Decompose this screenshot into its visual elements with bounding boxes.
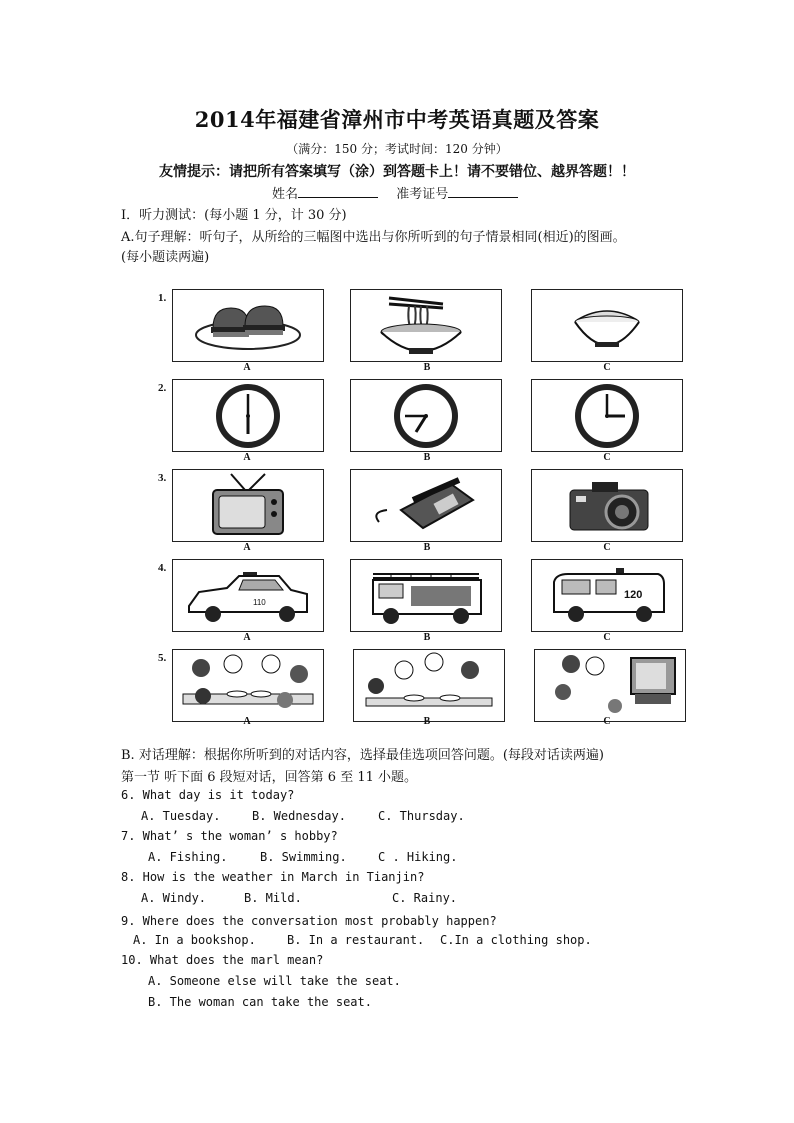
option-letter: B	[423, 716, 431, 727]
id-label: 准考证号	[396, 187, 449, 202]
option-letter: A	[243, 452, 251, 463]
rice-bowl-icon[interactable]	[531, 289, 683, 362]
noodles-icon[interactable]	[350, 289, 502, 362]
answer-option[interactable]: C . Hiking.	[378, 850, 458, 864]
answer-option[interactable]: C. Rainy.	[392, 891, 458, 905]
option-letter: C	[603, 542, 611, 553]
family-tv-icon[interactable]	[534, 649, 686, 722]
question-number: 4.	[158, 562, 167, 574]
question-number: 2.	[158, 382, 167, 394]
answer-option[interactable]: A. Tuesday.	[141, 809, 221, 823]
exam-info: （满分：150 分；考试时间：120 分钟）	[286, 142, 508, 156]
id-field[interactable]	[448, 184, 518, 198]
question: 7. What’ s the woman’ s hobby?	[121, 829, 338, 843]
ambulance-icon[interactable]	[531, 559, 683, 632]
name-row	[272, 183, 518, 202]
option-letter: C	[603, 452, 611, 463]
answer-option[interactable]: B. Swimming.	[260, 850, 347, 864]
answer-option[interactable]: B. Mild.	[244, 891, 302, 905]
clock-six-icon[interactable]	[172, 379, 324, 452]
camera-icon[interactable]	[531, 469, 683, 542]
answer-option[interactable]: A. In a bookshop.	[133, 933, 256, 947]
name-field[interactable]	[298, 184, 378, 198]
question: 6. What day is it today?	[121, 788, 295, 802]
question-number: 5.	[158, 652, 167, 664]
option-letter: A	[243, 632, 251, 643]
friendly-tip: 友情提示：请把所有答案填写（涂）到答题卡上！请不要错位、越界答题！！	[159, 164, 635, 180]
section-heading: Ⅰ．听力测试：(每小题 1 分，计 30 分)	[121, 208, 347, 223]
name-label: 姓名	[272, 187, 299, 202]
option-letter: A	[243, 362, 251, 373]
answer-option[interactable]: B. Wednesday.	[252, 809, 346, 823]
option-letter: C	[603, 632, 611, 643]
answer-option[interactable]: C.In a clothing shop.	[440, 933, 592, 947]
part-b-heading: B. 对话理解：根据你所听到的对话内容，选择最佳选项回答问题。(每段对话读两遍)	[121, 748, 604, 763]
friends-eating-icon[interactable]	[353, 649, 505, 722]
telephone-icon[interactable]	[350, 469, 502, 542]
answer-option[interactable]: C. Thursday.	[378, 809, 465, 823]
family-dinner-icon[interactable]	[172, 649, 324, 722]
part-a-note: (每小题读两遍)	[121, 250, 210, 265]
option-letter: B	[423, 362, 431, 373]
answer-option[interactable]: A. Someone else will take the seat.	[148, 974, 401, 988]
page-title: 2014年福建省漳州市中考英语真题及答案	[194, 107, 600, 132]
answer-option[interactable]: B. In a restaurant.	[287, 933, 425, 947]
question: 10. What does the marl mean?	[121, 953, 324, 967]
part-a-instruction: A.句子理解：听句子，从所给的三幅图中选出与你所听到的句子情景相同(相近)的图画。	[121, 230, 626, 245]
question-number: 3.	[158, 472, 167, 484]
fire-engine-icon[interactable]	[350, 559, 502, 632]
answer-option[interactable]: A. Windy.	[141, 891, 207, 905]
option-letter: B	[423, 452, 431, 463]
hamburgers-icon[interactable]	[172, 289, 324, 362]
ambulance-badge: 120	[624, 589, 643, 601]
television-icon[interactable]	[172, 469, 324, 542]
police-badge: 110	[253, 598, 266, 607]
question: 9. Where does the conversation most probably happen?	[121, 914, 497, 928]
option-letter: A	[243, 542, 251, 553]
clock-seven-icon[interactable]	[350, 379, 502, 452]
option-letter: C	[603, 362, 611, 373]
question-number: 1.	[158, 292, 167, 304]
clock-three-icon[interactable]	[531, 379, 683, 452]
answer-option[interactable]: A. Fishing.	[148, 850, 228, 864]
answer-option[interactable]: B. The woman can take the seat.	[148, 995, 372, 1009]
option-letter: C	[603, 716, 611, 727]
subsection-heading: 第一节 听下面 6 段短对话，回答第 6 至 11 小题。	[121, 770, 418, 785]
option-letter: B	[423, 632, 431, 643]
option-letter: A	[243, 716, 251, 727]
police-car-icon[interactable]	[172, 559, 324, 632]
question: 8. How is the weather in March in Tianjin?	[121, 870, 425, 884]
option-letter: B	[423, 542, 431, 553]
